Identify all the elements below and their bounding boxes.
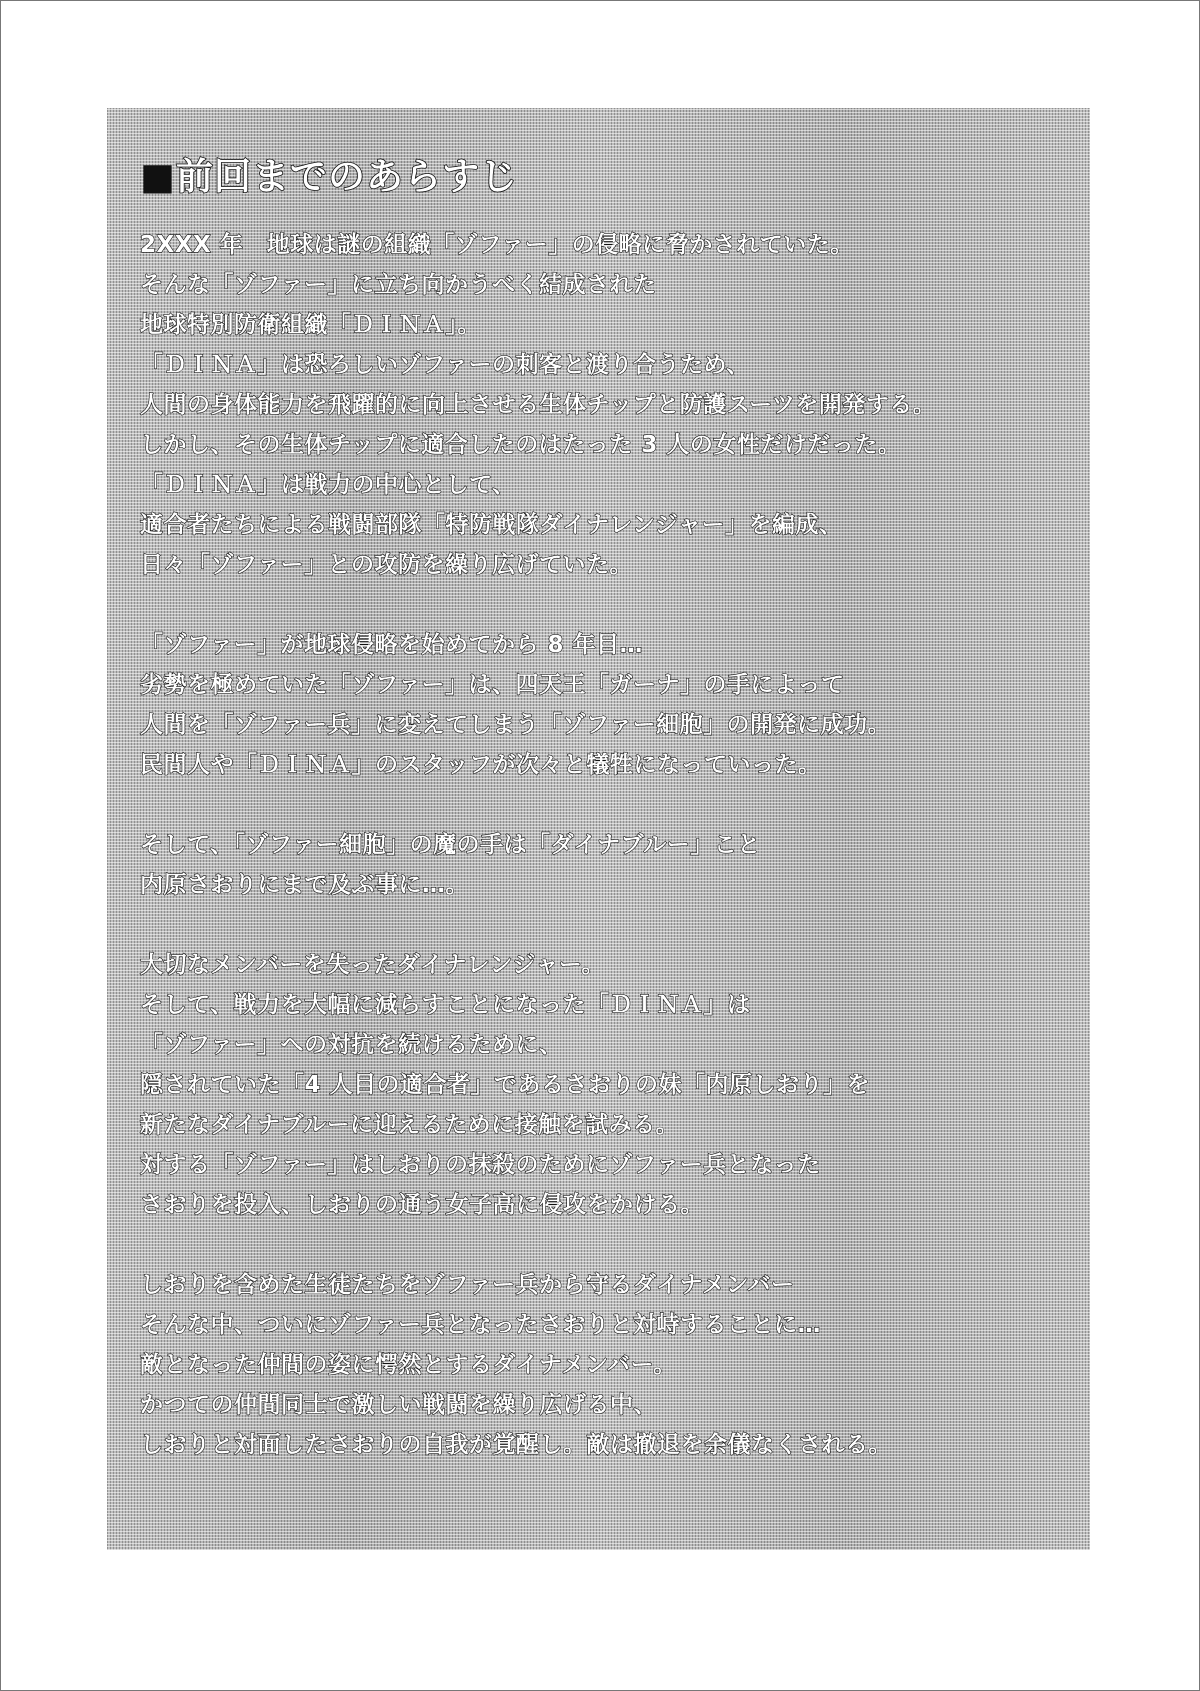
text-line: 劣勢を極めていた「ゾファー」は、四天王「ガーナ」の手によって bbox=[140, 672, 845, 698]
text-line: 内原さおりにまで及ぶ事に…。 bbox=[140, 872, 469, 898]
text-line: 「ゾファー」が地球侵略を始めてから 8 年目… bbox=[140, 632, 644, 658]
text-line: 民間人や「ＤＩＮＡ」のスタッフが次々と犠牲になっていった。 bbox=[140, 752, 822, 778]
text-line: 2XXX 年 地球は謎の組織「ゾファー」の侵略に脅かされていた。 bbox=[140, 232, 854, 258]
text-line: 「ＤＩＮＡ」は戦力の中心として、 bbox=[140, 472, 516, 498]
text-line: そんな中、ついにゾファー兵となったさおりと対峙することに… bbox=[140, 1312, 822, 1338]
text-line: 敵となった仲間の姿に愕然とするダイナメンバー。 bbox=[140, 1352, 677, 1378]
text-line: 大切なメンバーを失ったダイナレンジャー。 bbox=[140, 952, 605, 978]
text-line: そんな「ゾファー」に立ち向かうべく結成された bbox=[140, 272, 657, 298]
text-line: そして、「ゾファー細胞」の魔の手は「ダイナブルー」こと bbox=[140, 832, 761, 858]
text-line: そして、戦力を大幅に減らすことになった「ＤＩＮＡ」は bbox=[140, 992, 751, 1018]
text-line: しかし、その生体チップに適合したのはたった 3 人の女性だけだった。 bbox=[140, 432, 902, 458]
title-text: 前回までのあらすじ bbox=[175, 155, 518, 198]
paragraph-gap bbox=[140, 585, 1080, 625]
paragraph-gap bbox=[140, 905, 1080, 945]
page-title bbox=[140, 153, 518, 201]
text-line: 対する「ゾファー」はしおりの抹殺のためにゾファー兵となった bbox=[140, 1152, 821, 1178]
text-line: 地球特別防衛組織「ＤＩＮＡ」。 bbox=[140, 312, 481, 338]
paragraph-2 bbox=[140, 625, 1080, 785]
text-line: 隠されていた「4 人目の適合者」であるさおりの妹「内原しおり」を bbox=[140, 1072, 871, 1098]
text-line: さおりを投入、しおりの通う女子高に侵攻をかける。 bbox=[140, 1192, 704, 1218]
text-line: 適合者たちによる戦闘部隊「特防戦隊ダイナレンジャー」を編成、 bbox=[140, 512, 843, 538]
text-line: しおりを含めた生徒たちをゾファー兵から守るダイナメンバー bbox=[140, 1272, 795, 1298]
black-square-icon: ■ bbox=[140, 155, 176, 198]
text-line: しおりと対面したさおりの自我が覚醒し。敵は撤退を余儀なくされる。 bbox=[140, 1432, 892, 1458]
text-line: 新たなダイナブルーに迎えるために接触を試みる。 bbox=[140, 1112, 680, 1138]
paragraph-4 bbox=[140, 945, 1080, 1225]
paragraph-5 bbox=[140, 1265, 1080, 1465]
synopsis-body bbox=[140, 225, 1080, 1465]
text-line: 人間の身体能力を飛躍的に向上させる生体チップと防護スーツを開発する。 bbox=[140, 392, 937, 418]
text-line: 人間を「ゾファー兵」に変えてしまう「ゾファー細胞」の開発に成功。 bbox=[140, 712, 892, 738]
text-line: 日々「ゾファー」との攻防を繰り広げていた。 bbox=[140, 552, 634, 578]
text-line: 「ゾファー」への対抗を続けるために、 bbox=[140, 1032, 563, 1058]
text-line: 「ＤＩＮＡ」は恐ろしいゾファーの刺客と渡り合うため、 bbox=[140, 352, 750, 378]
paragraph-3 bbox=[140, 825, 1080, 905]
paragraph-gap bbox=[140, 785, 1080, 825]
paragraph-gap bbox=[140, 1225, 1080, 1265]
text-line: かつての仲間同士で激しい戦闘を繰り広げる中、 bbox=[140, 1392, 657, 1418]
paragraph-1 bbox=[140, 225, 1080, 585]
